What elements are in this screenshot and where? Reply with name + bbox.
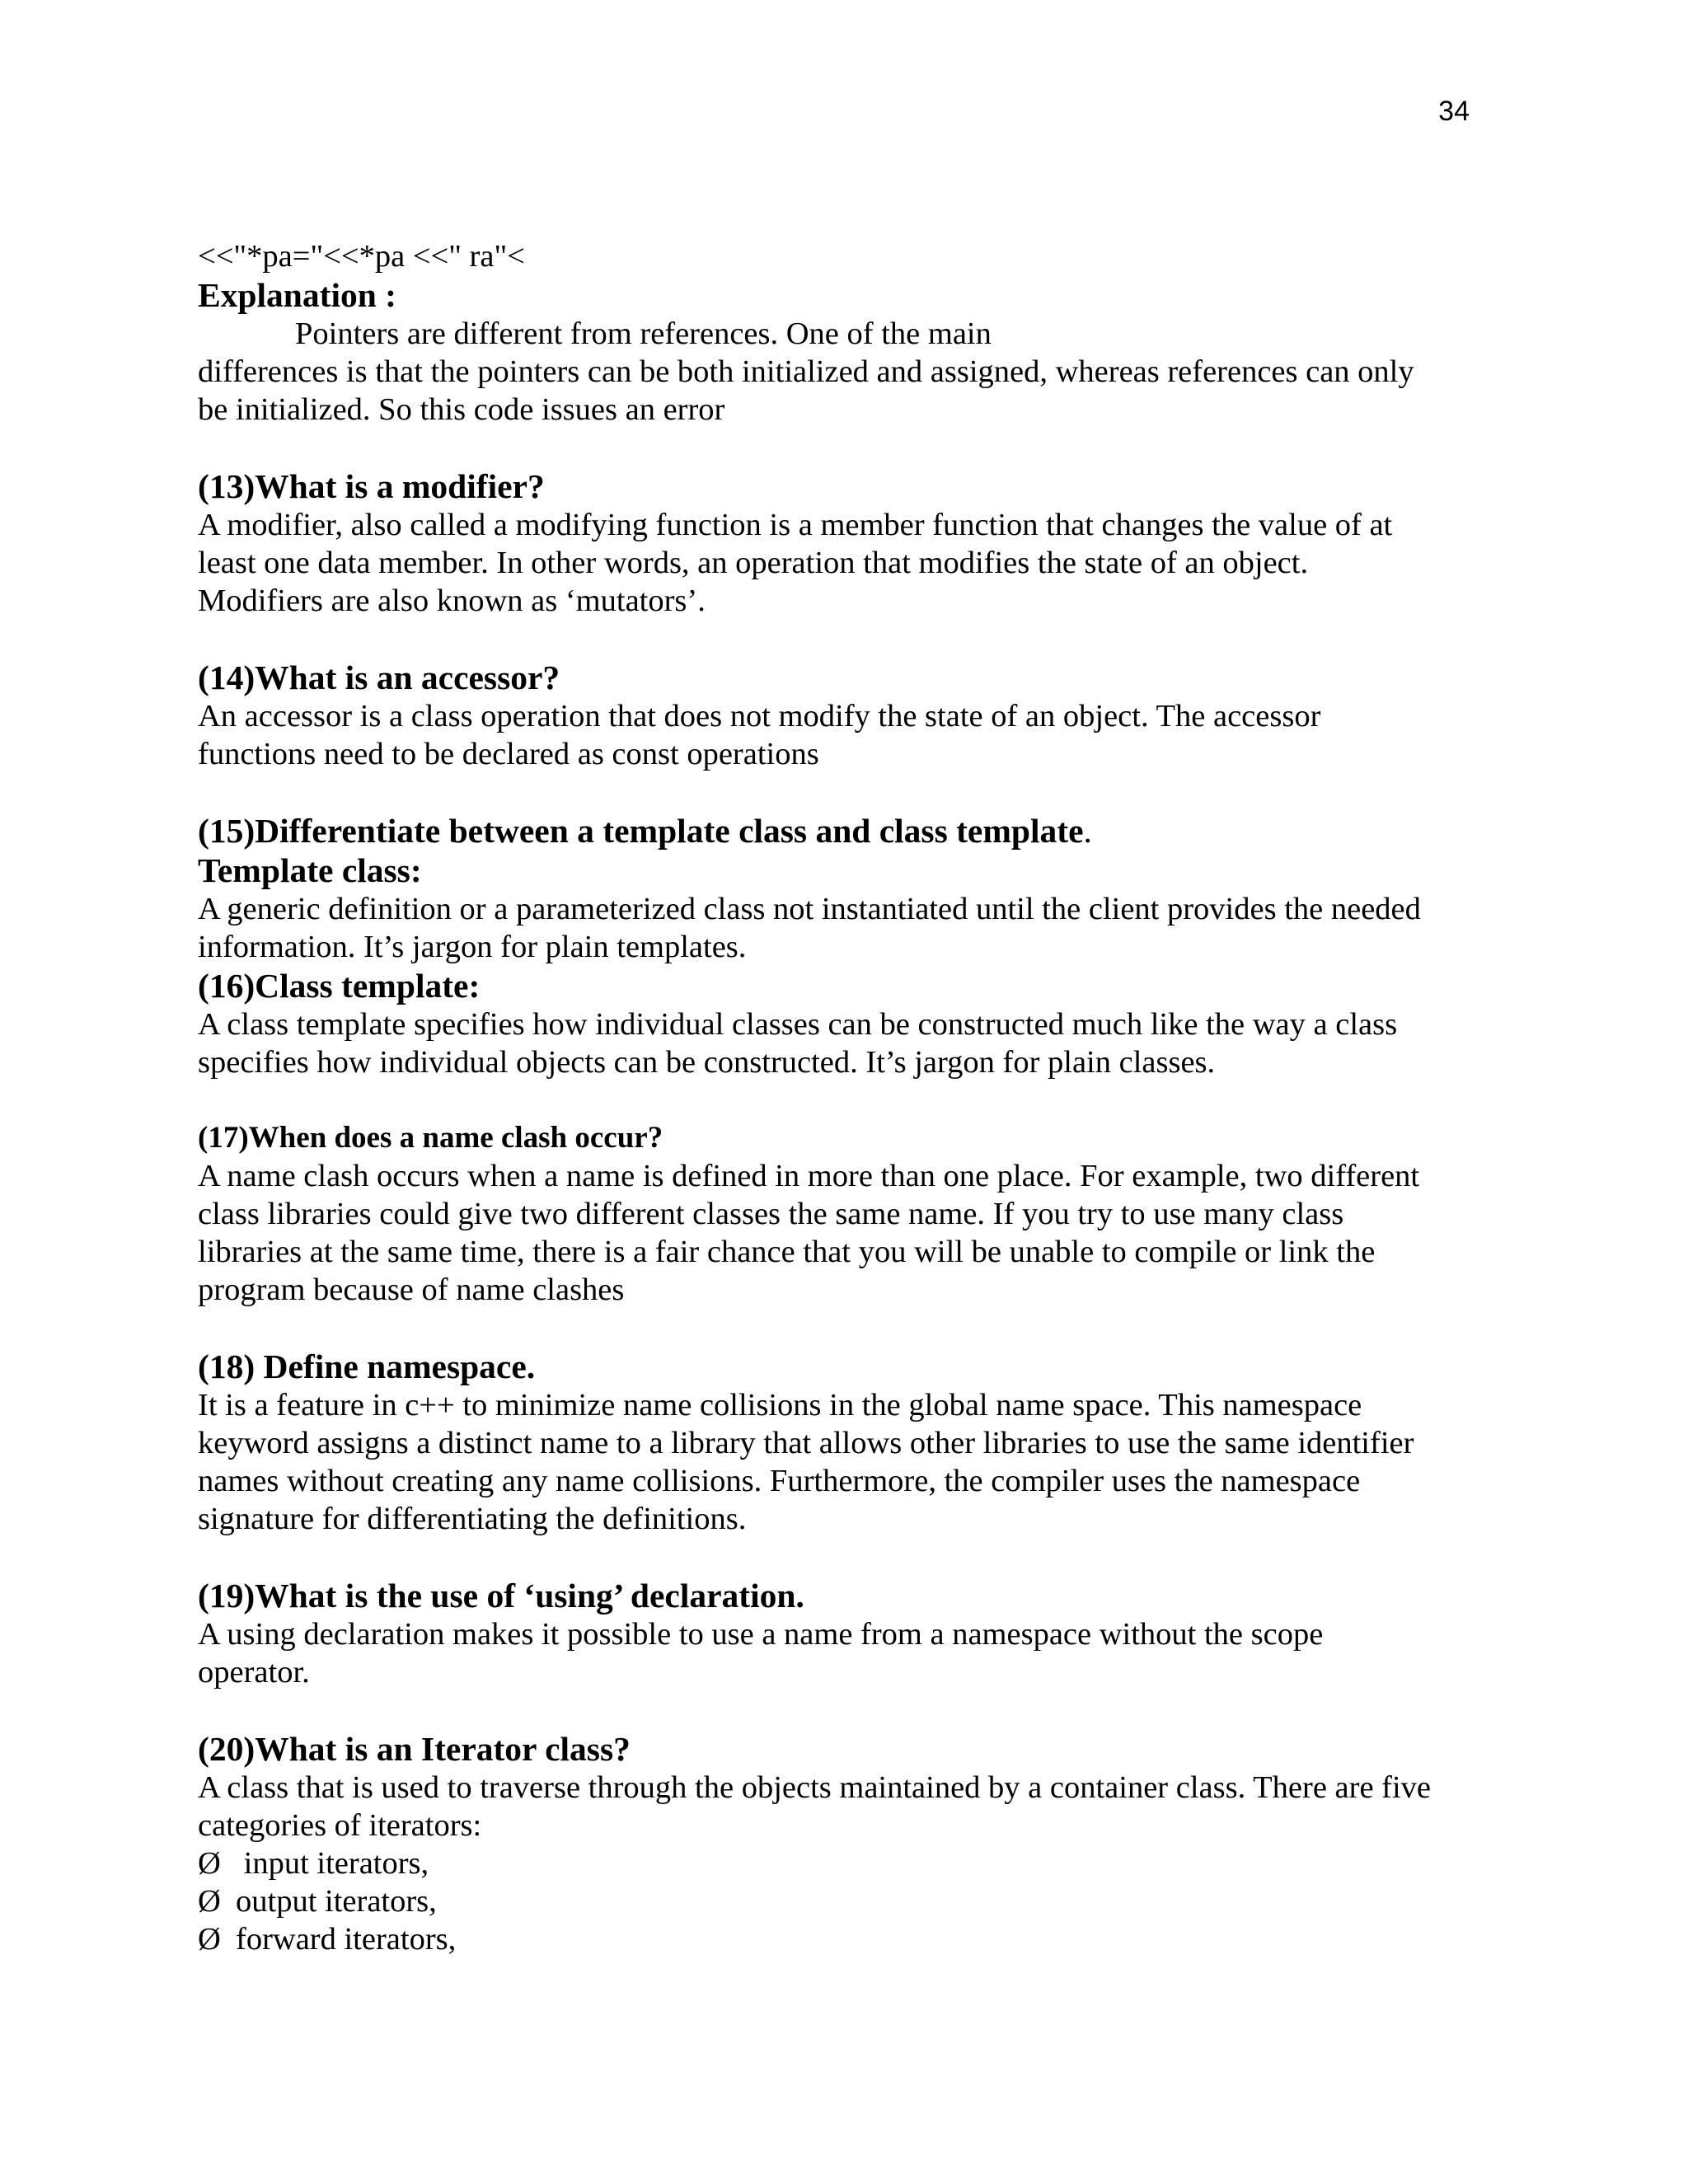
q18-heading: (18) Define namespace. bbox=[198, 1347, 536, 1385]
q16-line: A class template specifies how individual classes can be constructed much like the way a class bbox=[198, 1007, 1398, 1042]
q20-line: categories of iterators: bbox=[198, 1808, 482, 1843]
code-line: <<"*pa="<<*pa <<" ra"< bbox=[198, 239, 525, 274]
list-item bbox=[198, 1882, 1508, 1920]
q14-heading: (14)What is an accessor? bbox=[198, 658, 560, 696]
q15-heading bbox=[198, 811, 1508, 851]
q15-line: information. It’s jargon for plain templates. bbox=[198, 930, 747, 964]
q14-line: An accessor is a class operation that does not modify the state of an object. The accessor bbox=[198, 699, 1321, 733]
bullet-icon: Ø bbox=[198, 1846, 221, 1881]
q18-line: keyword assigns a distinct name to a library that allows other libraries to use the same identifier bbox=[198, 1426, 1414, 1460]
q13-heading: (13)What is a modifier? bbox=[198, 467, 545, 505]
q13-line: A modifier, also called a modifying function is a member function that changes the value of at bbox=[198, 508, 1393, 542]
page-number: 34 bbox=[1438, 96, 1470, 127]
q17-line: class libraries could give two different classes the same name. If you try to use many class bbox=[198, 1197, 1344, 1231]
q17-line: libraries at the same time, there is a fair chance that you will be unable to compile or link the bbox=[198, 1235, 1376, 1269]
bullet-icon: Ø bbox=[198, 1884, 221, 1919]
q20-heading: (20)What is an Iterator class? bbox=[198, 1730, 631, 1768]
q13-line: least one data member. In other words, an operation that modifies the state of an object. bbox=[198, 546, 1309, 580]
page-content bbox=[198, 237, 1508, 1958]
q19-heading: (19)What is the use of ‘using’ declaration. bbox=[198, 1577, 804, 1615]
explanation-line-1: Pointers are different from references. One of the main bbox=[295, 316, 992, 351]
q13-line: Modifiers are also known as ‘mutators’. bbox=[198, 583, 706, 618]
q15-heading-text: (15)Differentiate between a template class and class template bbox=[198, 812, 1084, 850]
list-item-label: forward iterators, bbox=[236, 1922, 457, 1957]
q15-line: A generic definition or a parameterized class not instantiated until the client provides the needed bbox=[198, 892, 1421, 926]
list-item-label: input iterators, bbox=[236, 1846, 429, 1881]
q18-line: It is a feature in c++ to minimize name collisions in the global name space. This namespace bbox=[198, 1388, 1362, 1422]
explanation-heading: Explanation : bbox=[198, 276, 396, 314]
q20-line: A class that is used to traverse through the objects maintained by a container class. There are five bbox=[198, 1770, 1432, 1805]
q16-heading: (16)Class template: bbox=[198, 967, 481, 1005]
list-item bbox=[198, 1844, 1508, 1882]
list-item bbox=[198, 1920, 1508, 1958]
explanation-line-2: differences is that the pointers can be both initialized and assigned, whereas references can only bbox=[198, 354, 1414, 389]
q16-line: specifies how individual objects can be constructed. It’s jargon for plain classes. bbox=[198, 1045, 1216, 1080]
q14-line: functions need to be declared as const operations bbox=[198, 737, 819, 771]
q15-heading-period: . bbox=[1083, 812, 1092, 850]
q19-line: operator. bbox=[198, 1655, 310, 1690]
explanation-line-3: be initialized. So this code issues an error bbox=[198, 392, 725, 427]
q17-heading: (17)When does a name clash occur? bbox=[198, 1121, 663, 1155]
q18-line: signature for differentiating the definitions. bbox=[198, 1502, 747, 1536]
q17-line: A name clash occurs when a name is defined in more than one place. For example, two different bbox=[198, 1159, 1420, 1193]
template-class-heading: Template class: bbox=[198, 851, 422, 889]
q18-line: names without creating any name collisions. Furthermore, the compiler uses the namespace bbox=[198, 1464, 1361, 1498]
list-item-label: output iterators, bbox=[236, 1884, 437, 1919]
q17-line: program because of name clashes bbox=[198, 1272, 625, 1307]
bullet-icon: Ø bbox=[198, 1922, 221, 1957]
q19-line: A using declaration makes it possible to use a name from a namespace without the scope bbox=[198, 1617, 1324, 1652]
